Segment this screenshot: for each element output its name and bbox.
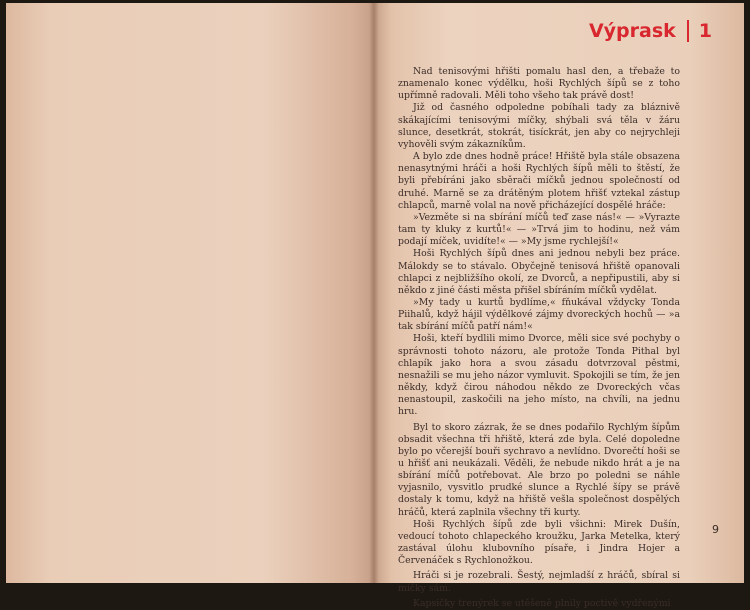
chapter-title: Výprask (588, 20, 676, 42)
paragraph: A bylo zde dnes hodně práce! Hřiště byla stále obsazena nenasytnými hráči a hoši Rychlých šípů měli to štěstí, že byli přebíráni jako sběrači míčků jednou společností od druhé. Marně se za drátěným plotem hřišť vztekal zástup chlapců, marně volal na nově přicházející dospělé hráče: (398, 151, 680, 211)
paragraph: Kapsičky trenýrek se utěšeně plnily poctivě vydřenými (413, 597, 671, 609)
page-number: 9 (712, 523, 719, 536)
paragraph: Hoši Rychlých šípů zde byli všichni: Mirek Dušín, vedoucí tohoto chlapeckého kroužku, Jarka Metelka, který zastával úlohu klubovního písaře, i Jindra Hojer a Červenáček s Rychlonožkou. (398, 518, 680, 567)
paragraph: Hráči si je rozebrali. Šestý, nejmladší z hráčů, sbíral si míčky sám. (398, 570, 680, 594)
paragraph: »Vezměte si na sbírání míčů teď zase nás!« — »Vyrazte tam ty kluky z kurtů!« — »Trvá jim to hodinu, než vám podají míček, uvidíte!« — »My jsme rychlejší!« (398, 211, 680, 248)
chapter-number: 1 (698, 20, 712, 42)
header-separator (687, 20, 689, 42)
paragraph: Hoši, kteří bydlili mimo Dvorce, měli sice své pochyby o správnosti tohoto názoru, ale protože Tonda Pithal byl chlapík jako hora a svou zásadu dotvrzoval pěstmi, nesnažili se mu jeho názor vymluvit. Spokojili se tím, že jen někdy, když čirou náhodou někdo ze Dvoreckých včas nenastoupil, zaskočili na jeho místo, na chvíli, na jednu hru. (398, 333, 680, 418)
body-text (398, 66, 680, 610)
chapter-header (589, 20, 712, 42)
paragraph: Již od časného odpoledne pobíhali tady za bláznivě skákajícími tenisovými míčky, shýbali svá těla v žáru slunce, desetkrát, stokrát, tisíckrát, jen aby co nejrychleji vyhověli svým zákazníkům. (398, 102, 680, 150)
paragraph: Nad tenisovými hřišti pomalu hasl den, a třebaže to znamenalo konec výdělku, hoši Rychlých šípů se z toho upřímně radovali. Měli toho všeho tak právě dost! (398, 66, 680, 102)
paragraph: »My tady u kurtů bydlíme,« fňukával vždycky Tonda Piihalů, když hájil výdělkové zájmy dvoreckých hochů — »a tak sbírání míčů patří nám!« (398, 296, 680, 333)
book-gutter (369, 3, 379, 583)
paragraph: Hoši Rychlých šípů dnes ani jednou nebyli bez práce. Málokdy se to stávalo. Obyčejně tenisová hřiště opanovali chlapci z nejbližšího okolí, ze Dvorců, a nepřipustili, aby si někdo z jiné části města přišel sbíráním míčků vydělat. (398, 248, 680, 296)
paragraph: Byl to skoro zázrak, že se dnes podařilo Rychlým šípům obsadit všechna tři hřiště, která zde byla. Celé dopoledne bylo po včerejší bouři sychravo a nevlídno. Dvorečtí hoši se u hřišť ani neukázali. Věděli, že nebude nikdo hrát a je na sbírání míčů potřebovat. Ale brzo po poledni se náhle vyjasnilo, vysvitlo prudké slunce a Rychlé šípy se právě dostaly k tomu, když na hřiště vešla společnost dospělých hráčů, která zaplnila všechny tři kurty. (398, 421, 680, 518)
left-page-blank (6, 3, 373, 583)
